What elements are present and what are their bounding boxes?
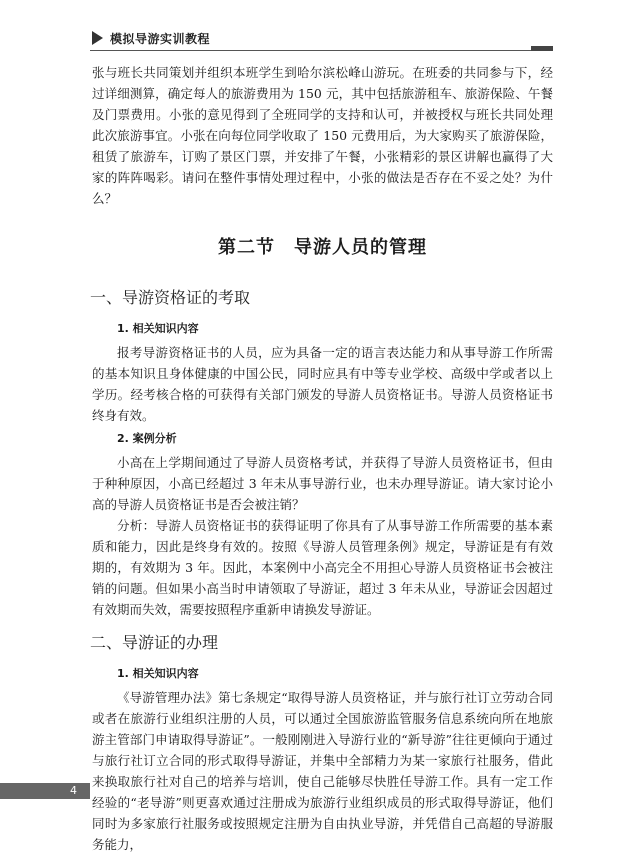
section-title: 第二节 导游人员的管理	[218, 237, 427, 258]
intro-paragraph: 张与班长共同策划并组织本班学生到哈尔滨松峰山游玩。在班委的共同参与下，经过详细测算，确定每人的旅游费用为 150 元，其中包括旅游租车、旅游保险、午餐及门票费用。小张的意见得到了全班同学的支持和认可，并被授权与班长共同处理此次旅游事宜。小张在向每位同学收取了 150 元费用后，为大家购买了旅游保险，租赁了旅游车，订购了景区门票，并安排了午餐，小张精彩的景区讲解也赢得了大家的阵阵喝彩。请问在整件事情处理过程中，小张的做法是否存在不妥之处？为什么？	[92, 65, 553, 206]
part1-analysis-text: 分析：导游人员资格证书的获得证明了你具有了从事导游工作所需要的基本素质和能力，因此是终身有效的。按照《导游人员管理条例》规定，导游证是有有效期的，有效期为 3 年。因此，本案例中小高完全不用担心导游人员资格证书会被注销的问题。但如果小高当时申请领取了导游证，超过 3 年未从业，导游证会因超过有效期而失效，需要按照程序重新申请换发导游证。	[92, 518, 553, 617]
part2-sub1-heading: 1. 相关知识内容	[117, 667, 199, 680]
book-title: 模拟导游实训教程	[110, 32, 211, 46]
part1-sub1-text: 报考导游资格证书的人员，应为具备一定的语言表达能力和从事导游工作所需的基本知识且身体健康的中国公民，同时应具有中等专业学校、高级中学或者以上学历。经考核合格的可获得有关部门颁发的导游人员资格证书。导游人员资格证书终身有效。	[92, 345, 553, 423]
part1-sub1-heading: 1. 相关知识内容	[117, 322, 199, 335]
part1-heading: 一、导游资格证的考取	[90, 288, 251, 307]
part2-heading: 二、导游证的办理	[90, 633, 219, 652]
triangle-marker-icon	[92, 31, 103, 45]
page-body	[92, 62, 553, 855]
page-number-tab	[0, 783, 90, 799]
part1-sub2-heading: 2. 案例分析	[117, 432, 177, 445]
header-accent-bar	[531, 46, 553, 51]
page-number: 4	[70, 784, 77, 797]
running-header	[90, 28, 553, 51]
part2-sub1-text: 《导游管理办法》第七条规定“取得导游人员资格证，并与旅行社订立劳动合同或者在旅游行业组织注册的人员，可以通过全国旅游监管服务信息系统向所在地旅游主管部门申请取得导游证”。一般刚刚进入导游行业的“新导游”往往更倾向于通过与旅行社订立合同的形式取得导游证，并集中全部精力为某一家旅行社服务，借此来换取旅行社对自己的培养与培训，使自己能够尽快胜任导游工作。具有一定工作经验的“老导游”则更喜欢通过注册成为旅游行业组织成员的形式取得导游证，他们同时为多家旅行社服务或按照规定注册为自由执业导游，并凭借自己高超的导游服务能力，	[92, 690, 553, 852]
part1-case-text: 小高在上学期间通过了导游人员资格考试，并获得了导游人员资格证书，但由于种种原因，小高已经超过 3 年未从事导游行业，也未办理导游证。请大家讨论小高的导游人员资格证书是否会被注销？	[92, 455, 553, 512]
